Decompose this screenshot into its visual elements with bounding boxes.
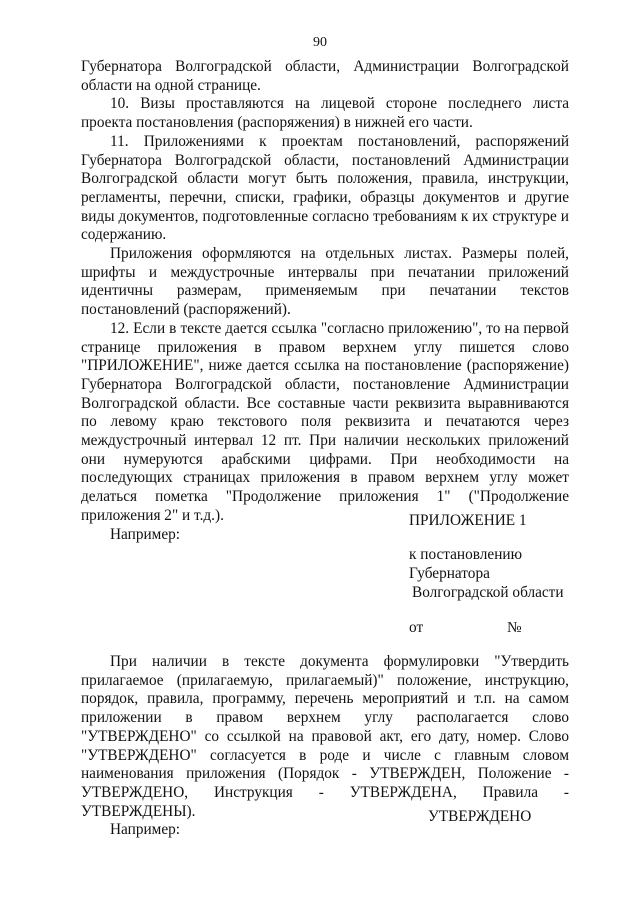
paragraph-continuation: Губернатора Волгоградской области, Администрации Волгоградской области на одной странице. <box>81 58 569 94</box>
paragraph-12: 12. Если в тексте дается ссылка "согласно приложению", то на первой странице приложения в правом верхнем углу пишется слово "ПРИЛОЖЕНИЕ", ниже дается ссылка на постановление (распоряжение) Губернатора Волгоградской области, постановление Администрации Волгоградской области. Все составные части реквизита выравниваются по левому краю текстового поля реквизита и печатаются через междустрочный интервал 12 пт. При наличии нескольких приложений они нумеруются арабскими цифрами. При необходимости на последующих страницах приложения в правом верхнем углу может делаться пометка "Продолжение приложения 1" ("Продолжение приложения 2" и т.д.). <box>81 319 569 524</box>
paragraph-appendix-format: Приложения оформляются на отдельных листах. Размеры полей, шрифты и междустрочные интервалы при печатании приложений идентичны размерам, применяемым при печатании текстов постановлений (распоряжений). <box>81 245 569 319</box>
approved-label: УТВЕРЖДЕНО <box>428 808 532 825</box>
text-body-1 <box>81 58 569 544</box>
paragraph-approved-rule: При наличии в тексте документа формулировки "Утвердить прилагаемое (прилагаемую, прилагаемый)" положение, инструкцию, порядок, правила, программу, перечень мероприятий и т.п. на самом приложении в правом верхнем углу располагается слово "УТВЕРЖДЕНО" со ссылкой на правовой акт, его дату, номер. Слово "УТВЕРЖДЕНО" согласуется в роде и числе с главным словом наименования приложения (Порядок - УТВЕРЖДЕН, Положение - УТВЕРЖДЕНО, Инструкция - УТВЕРЖДЕНА, Правила - УТВЕРЖДЕНЫ). <box>81 653 569 820</box>
appendix-number-label: № <box>507 619 522 636</box>
paragraph-11: 11. Приложениями к проектам постановлений, распоряжений Губернатора Волгоградской области, постановлений Администрации Волгоградской области могут быть положения, правила, инструкции, регламенты, перечни, списки, графики, образцы документов и другие виды документов, подготовленные согласно требованиям к их структуре и содержанию. <box>81 132 569 244</box>
paragraph-example-label-2: Например: <box>110 821 181 839</box>
appendix-line-governor: Губернатора <box>409 565 490 582</box>
page-number: 90 <box>313 35 327 50</box>
paragraph-10: 10. Визы проставляются на лицевой стороне последнего листа проекта постановления (распоряжения) в нижней его части. <box>81 95 569 132</box>
paragraph-example-label: Например: <box>110 525 181 543</box>
appendix-line-resolution: к постановлению <box>409 546 523 563</box>
appendix-line-region: Волгоградской области <box>412 584 564 601</box>
appendix-date-label: от <box>409 619 424 636</box>
appendix-title: ПРИЛОЖЕНИЕ 1 <box>409 512 527 529</box>
